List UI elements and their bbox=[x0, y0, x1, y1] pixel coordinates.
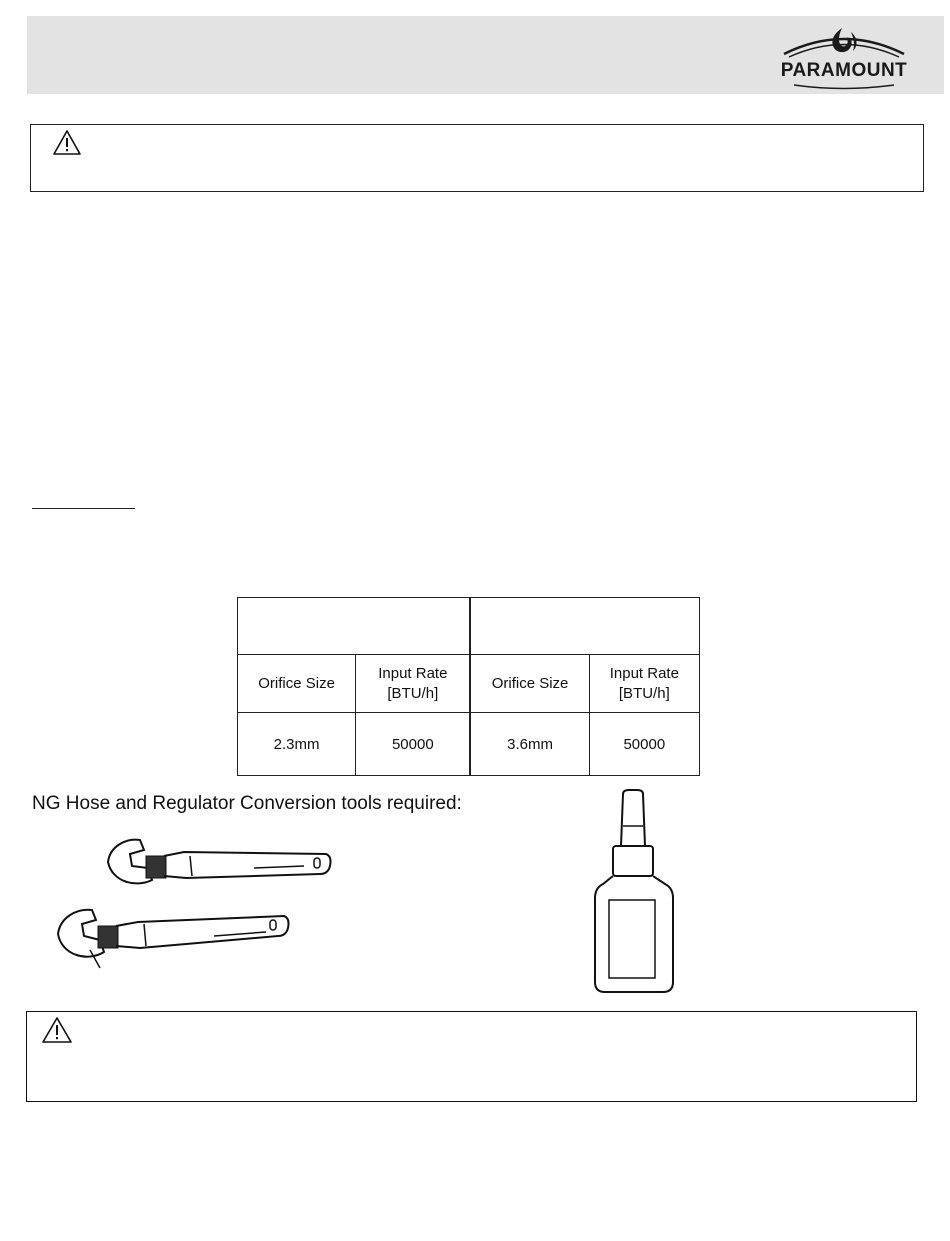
adjustable-wrench-icon bbox=[54, 902, 294, 970]
page-header bbox=[27, 16, 944, 94]
input-rate-value: 50000 bbox=[356, 713, 471, 776]
logo-wordmark: PARAMOUNT bbox=[780, 60, 908, 81]
warning-triangle-icon bbox=[52, 129, 82, 156]
orifice-table bbox=[237, 597, 700, 776]
section-heading-underline bbox=[32, 508, 135, 509]
warning-triangle-icon bbox=[41, 1016, 73, 1044]
paramount-logo bbox=[754, 20, 934, 92]
table-header-cell-right bbox=[470, 598, 699, 655]
input-rate-value: 50000 bbox=[589, 713, 699, 776]
orifice-size-label: Orifice Size bbox=[238, 655, 356, 713]
input-rate-label: Input Rate [BTU/h] bbox=[589, 655, 699, 713]
table-header-cell-left bbox=[238, 598, 471, 655]
tools-required-heading: NG Hose and Regulator Conversion tools required: bbox=[32, 793, 462, 814]
adjustable-wrench-icon bbox=[104, 832, 334, 898]
warning-box-top bbox=[30, 124, 924, 192]
orifice-size-value: 2.3mm bbox=[238, 713, 356, 776]
sealant-bottle-icon bbox=[585, 788, 685, 994]
orifice-size-label: Orifice Size bbox=[470, 655, 589, 713]
input-rate-label: Input Rate [BTU/h] bbox=[356, 655, 471, 713]
warning-box-bottom bbox=[26, 1011, 917, 1102]
orifice-size-value: 3.6mm bbox=[470, 713, 589, 776]
